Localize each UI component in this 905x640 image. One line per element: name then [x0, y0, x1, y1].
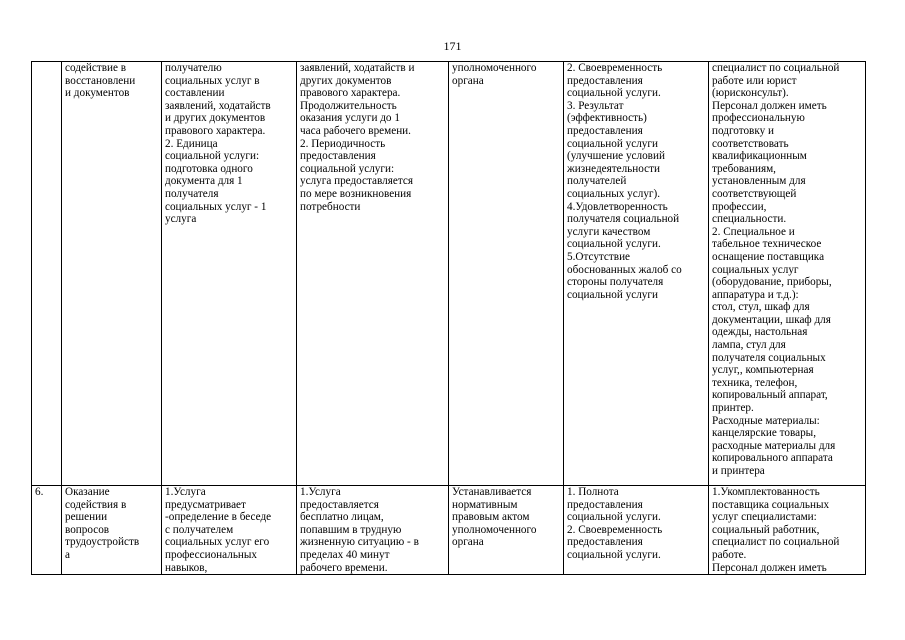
cell-text-line: Устанавливается	[452, 486, 532, 498]
cell-text-line: с получателем	[165, 523, 234, 536]
cell-text-line: других документов	[300, 74, 392, 87]
cell-text-line: навыков,	[165, 561, 208, 574]
cell-text-line: и принтера	[712, 465, 765, 477]
cell-text-line: содействия в	[65, 498, 127, 511]
cell-text-line: и других документов	[165, 112, 266, 125]
cell-text-line: услуга предоставляется	[300, 175, 413, 188]
cell-service-cost	[449, 486, 564, 575]
cell-text-line: получателя социальной	[567, 213, 680, 226]
cell-text-line: соответствующей	[712, 187, 797, 200]
cell-text-line: правового характера.	[300, 87, 401, 100]
cell-number: 6.	[32, 486, 62, 575]
cell-text-line: 1.Услуга	[165, 486, 206, 498]
cell-text-line: 2. Периодичность	[300, 137, 386, 150]
cell-text-line: социальной услуги:	[300, 162, 395, 175]
cell-text-line: социальной услуги.	[567, 548, 661, 561]
cell-service-description	[162, 62, 297, 486]
cell-text-line: получателю	[165, 62, 222, 74]
cell-text-line: нормативным	[452, 498, 518, 511]
cell-text-line: 2. Своевременность	[567, 62, 663, 74]
cell-text-line: (улучшение условий	[567, 150, 665, 163]
cell-text-line: соответствовать	[712, 137, 789, 150]
cell-text-line: специалист по социальной	[712, 536, 840, 549]
cell-text-line: 1.Укомплектованность	[712, 486, 820, 498]
cell-text-line: рабочего времени.	[300, 561, 388, 574]
cell-text-line: квалификационным	[712, 150, 807, 163]
cell-text-line: часа рабочего времени.	[300, 124, 411, 137]
cell-text-line: работе.	[712, 548, 747, 561]
page-number: 171	[443, 39, 462, 53]
cell-text-line: жизнедеятельности	[567, 162, 660, 175]
cell-text-line: вопросов	[65, 523, 110, 536]
cell-quality-indicators	[564, 486, 709, 575]
cell-text-line: специальности.	[712, 213, 787, 226]
cell-service-conditions	[709, 62, 866, 486]
cell-text-line: специалист по социальной	[712, 62, 840, 74]
cell-text-line: социальных услуг	[712, 263, 799, 276]
cell-text-line: профессиональных	[165, 548, 258, 561]
table-row	[32, 486, 866, 575]
table-row	[32, 62, 866, 486]
cell-text-line: правового характера.	[165, 124, 266, 137]
cell-text-line: услуг специалистами:	[712, 511, 817, 524]
cell-text-line: Оказание	[65, 486, 110, 498]
cell-text-line: социальных услуг).	[567, 187, 661, 200]
cell-text-line: стороны получателя	[567, 276, 664, 289]
cell-text-line: потребности	[300, 200, 361, 213]
cell-text-line: бесплатно лицам,	[300, 511, 384, 524]
cell-text-line: социальных услуг в	[165, 74, 260, 87]
cell-text-line: социальный работник,	[712, 523, 820, 536]
cell-text-line: услуг,, компьютерная	[712, 364, 814, 377]
cell-text-line: получателя	[165, 187, 219, 200]
cell-text-line: социальной услуги.	[567, 87, 661, 100]
cell-text-line: принтер.	[712, 402, 754, 415]
cell-text-line: органа	[452, 74, 484, 87]
cell-text-line: одежды, настольная	[712, 326, 808, 339]
cell-text-line: пределах 40 минут	[300, 548, 390, 561]
cell-text-line: предусматривает	[165, 498, 246, 511]
cell-text-line: требованиям,	[712, 162, 776, 175]
cell-text-line: поставщика социальных	[712, 498, 830, 511]
cell-text-line: аппаратура и т.д.):	[712, 288, 799, 301]
cell-text-line: обоснованных жалоб со	[567, 263, 682, 276]
cell-text-line: -определение в беседе	[165, 511, 272, 524]
cell-text-line: решении	[65, 511, 108, 524]
cell-text-line: заявлений, ходатайств и	[300, 62, 415, 74]
cell-service-conditions	[709, 486, 866, 575]
cell-text-line: Персонал должен иметь	[712, 99, 827, 112]
cell-text-line: социальной услуги.	[567, 238, 661, 251]
cell-text-line: табельное техническое	[712, 238, 822, 251]
cell-text-line: профессии,	[712, 200, 767, 213]
cell-text-line: канцелярские товары,	[712, 427, 816, 440]
cell-text-line: (оборудование, приборы,	[712, 276, 832, 289]
cell-text-line: документа для 1	[165, 175, 243, 188]
cell-text-line: социальных услуг - 1	[165, 200, 267, 213]
cell-text-line: документации, шкаф для	[712, 313, 831, 326]
cell-text-line: уполномоченного	[452, 62, 537, 74]
cell-text-line: трудоустройств	[65, 536, 140, 549]
cell-text-line: 4.Удовлетворенность	[567, 200, 668, 213]
cell-text-line: установленным для	[712, 175, 806, 188]
cell-text-line: правовым актом	[452, 511, 530, 524]
cell-text-line: предоставления	[567, 498, 643, 511]
cell-service-terms	[297, 62, 449, 486]
cell-text-line: профессиональную	[712, 112, 805, 125]
cell-text-line: уполномоченного	[452, 523, 537, 536]
cell-text-line: по мере возникновения	[300, 187, 412, 200]
cell-service-description	[162, 486, 297, 575]
cell-text-line: Расходные материалы:	[712, 414, 820, 427]
cell-service-terms	[297, 486, 449, 575]
cell-text-line: заявлений, ходатайств	[165, 99, 271, 112]
cell-text-line: 5.Отсутствие	[567, 250, 631, 263]
cell-text-line: и документов	[65, 87, 130, 100]
cell-text-line: предоставления	[300, 150, 376, 163]
cell-text-line: социальных услуг его	[165, 536, 270, 549]
cell-text-line: социальной услуги.	[567, 511, 661, 524]
cell-text-line: (юрисконсульт).	[712, 87, 789, 100]
cell-text-line: 1.Услуга	[300, 486, 341, 498]
cell-text-line: органа	[452, 536, 484, 549]
cell-number	[32, 62, 62, 486]
cell-text-line: предоставления	[567, 536, 643, 549]
cell-text-line: социальной услуги	[567, 288, 658, 301]
cell-text-line: Персонал должен иметь	[712, 561, 827, 574]
cell-text-line: 3. Результат	[567, 99, 624, 112]
cell-text-line: социальной услуги:	[165, 150, 260, 163]
cell-text-line: 2. Своевременность	[567, 523, 663, 536]
cell-text-line: услуги качеством	[567, 225, 651, 238]
cell-text-line: лампа, стул для	[712, 339, 786, 352]
cell-text-line: получателя социальных	[712, 351, 826, 364]
cell-text-line: попавшим в трудную	[300, 523, 402, 536]
cell-service-cost	[449, 62, 564, 486]
cell-text-line: содействие в	[65, 62, 127, 74]
cell-text-line: 2. Единица	[165, 137, 218, 150]
cell-text-line: копировального аппарата	[712, 452, 833, 465]
cell-text-line: восстановлени	[65, 74, 136, 87]
cell-text-line: копировальный аппарат,	[712, 389, 828, 402]
cell-text-line: Продолжительность	[300, 99, 397, 112]
cell-text-line: предоставления	[567, 74, 643, 87]
cell-text-line: жизненную ситуацию - в	[300, 536, 419, 549]
cell-text-line: социальной услуги	[567, 137, 658, 150]
cell-text-line: услуга	[165, 213, 197, 226]
cell-text-line: стол, стул, шкаф для	[712, 301, 810, 314]
cell-service-name	[62, 62, 162, 486]
cell-text-line: работе или юрист	[712, 74, 797, 87]
cell-text-line: предоставления	[567, 124, 643, 137]
cell-text-line: оказания услуги до 1	[300, 112, 400, 125]
cell-text-line: оснащение поставщика	[712, 250, 825, 263]
cell-text-line: подготовку и	[712, 124, 774, 137]
cell-text-line: 1. Полнота	[567, 486, 619, 498]
cell-text-line: (эффективность)	[567, 112, 647, 125]
cell-text-line: предоставляется	[300, 498, 379, 511]
cell-text-line: расходные материалы для	[712, 439, 836, 452]
services-table	[31, 61, 866, 575]
cell-service-name	[62, 486, 162, 575]
cell-text-line: 2. Специальное и	[712, 225, 795, 238]
cell-quality-indicators	[564, 62, 709, 486]
cell-text-line: получателей	[567, 175, 627, 188]
cell-text-line: составлении	[165, 87, 225, 100]
cell-text-line: техника, телефон,	[712, 376, 798, 389]
cell-text-line: а	[65, 548, 70, 561]
cell-text-line: подготовка одного	[165, 162, 253, 175]
